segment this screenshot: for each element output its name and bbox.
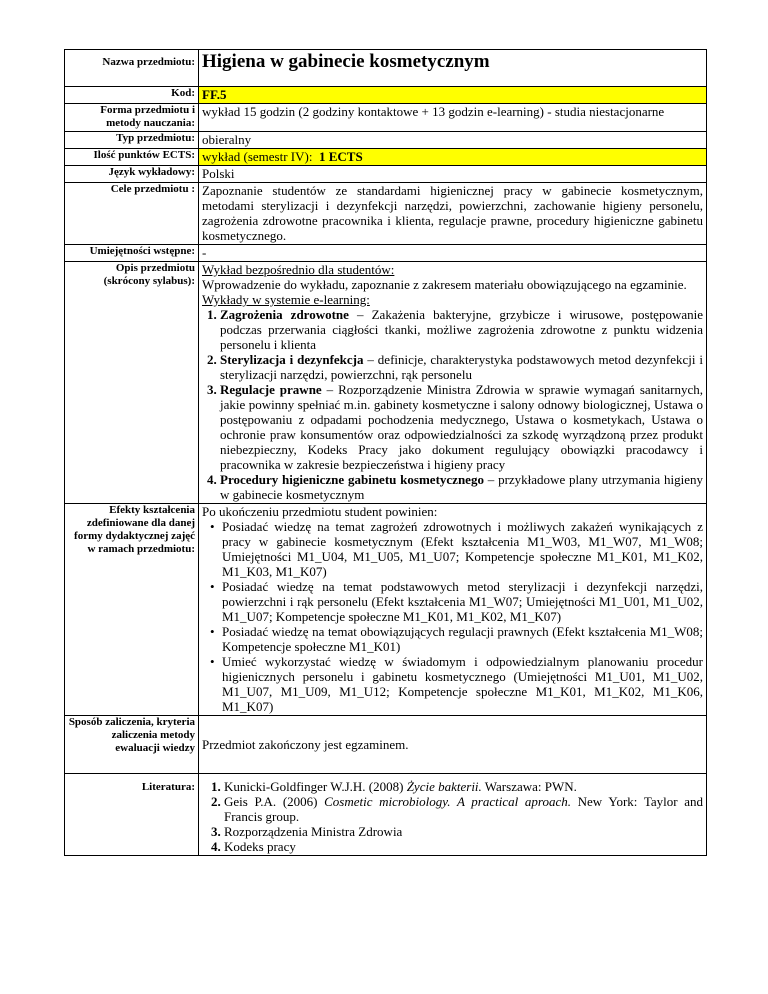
effect-item: • Posiadać wiedzę na temat podstawowych metod sterylizacji i dezynfekcji narzędzi, powierzchni i rąk personelu (Efekt kształcenia M1_W07; Umiejętności M1_U01, M1_U02, M1_U07; Kompetencje społeczne M1_K01, M1_K02, M1_K07) [214,579,703,624]
row-umiejetnosci [65,245,707,262]
literature-item [224,824,703,839]
row-cele [65,183,707,245]
label-forma: Forma przedmiotu i metody nauczania: [65,104,199,132]
topic-text: – definicje, charakterystyka podstawowych metod dezynfekcji i sterylizacji narzędzi, powierzchni, rąk personelu [220,352,703,382]
topic-title: Sterylizacja i dezynfekcja [220,352,364,367]
topic-text: – Rozporządzenie Ministra Zdrowia w sprawie wymagań sanitarnych, jakie powinny spełniać m.in. gabinety kosmetyczne i salony odnowy biologicznej, Ustawa o postępowaniu z odpadami pochodzenia medycznego, Ustawa o kosmetykach, Ustawa o ochronie praw konsumentów oraz odpowiedzialności za szkodę wyrządzoną przez produkt niebezpieczny, Kodeks Pracy jako dokument regulujący obowiązki pracodawcy i pracownika w zakresie bezpieczeństwa i higieny pracy [220,382,704,472]
row-opis [65,262,707,504]
literature-item [224,794,703,824]
label-typ: Typ przedmiotu: [65,132,199,149]
label-cele: Cele przedmiotu : [65,183,199,245]
course-title [199,50,707,87]
value-jezyk: Polski [199,166,707,183]
value-literatura [199,774,707,856]
row-ects [65,149,707,166]
value-ects-prefix: wykład (semestr IV): [202,149,319,164]
row-typ [65,132,707,149]
label-kod: Kod: [65,87,199,104]
effect-item: • Posiadać wiedzę na temat obowiązujących regulacji prawnych (Efekt kształcenia M1_W08; Kompetencje społeczne M1_K01) [214,624,703,654]
lit-author: Kunicki-Goldfinger W.J.H. (2008) [224,779,407,794]
topic-title: Procedury higieniczne gabinetu kosmetycznego [220,472,484,487]
topic-item [220,307,703,352]
value-cele: Zapoznanie studentów ze standardami higienicznej pracy w gabinecie kosmetycznym, metodami sterylizacji i dezynfekcji narzędzi, powierzchni, zachowanie higieny personelu, zagrożenia zdrowotne pracownika i klienta, regulacje prawne, procedury higieniczne gabinetu kosmetycznego. [199,183,707,245]
lit-publisher: Warszawa: PWN. [481,779,577,794]
value-ects-bold: 1 ECTS [318,149,363,164]
opis-heading-direct: Wykład bezpośrednio dla studentów: [202,262,395,277]
value-typ: obieralny [199,132,707,149]
course-title-text: Higiena w gabinecie kosmetycznym [202,51,490,72]
topic-title: Regulacje prawne [220,382,322,397]
literature-list [202,779,703,854]
literature-item [224,839,703,854]
value-umiejetnosci: - [199,245,707,262]
lit-title: Życie bakterii. [406,779,482,794]
row-kod [65,87,707,104]
row-literatura [65,774,707,856]
literature-item [224,779,703,794]
effect-item: • Umieć wykorzystać wiedzę w świadomym i odpowiedzialnym planowaniu procedur higienicznych personelu i gabinetu kosmetycznego (Umiejętności M1_U01, M1_U02, M1_U07, M1_U09, M1_U12; Kompetencje społeczne M1_K01, M1_K02, M1_K06, M1_K07) [214,654,703,714]
lit-author: Rozporządzenia Ministra Zdrowia [224,824,403,839]
lit-author: Kodeks pracy [224,839,296,854]
effect-item: • Posiadać wiedzę na temat zagrożeń zdrowotnych i możliwych zakażeń wynikających z pracy w gabinecie kosmetycznym (Efekt kształcenia M1_W03, M1_W07, M1_W08; Umiejętności M1_U04, M1_U05, M1_U07; Kompetencje społeczne M1_K01, M1_K02, M1_K03, M1_K07) [214,519,703,579]
topic-text: – przykładowe plany utrzymania higieny w gabinecie kosmetycznym [220,472,703,502]
value-kod: FF.5 [199,87,707,104]
lit-author: Geis P.A. (2006) [224,794,325,809]
label-literatura: Literatura: [65,774,199,856]
opis-intro: Wprowadzenie do wykładu, zapoznanie z zakresem materiału obowiązującego na egzaminie. [202,277,687,292]
topic-item [220,472,703,502]
efekty-intro: Po ukończeniu przedmiotu student powinien: [202,504,438,519]
effects-list [202,519,703,714]
row-forma [65,104,707,132]
topics-list [202,307,703,502]
lit-title: Cosmetic microbiology. A practical aproach. [324,794,571,809]
label-nazwa: Nazwa przedmiotu: [65,50,199,87]
label-zaliczenie: Sposób zaliczenia, kryteria zaliczenia metody ewaluacji wiedzy [65,716,199,774]
label-efekty: Efekty kształcenia zdefiniowane dla danej formy dydaktycznej zajęć w ramach przedmiotu: [65,504,199,716]
lit-publisher: New York: Taylor and Francis group. [224,794,703,824]
label-umiejetnosci: Umiejętności wstępne: [65,245,199,262]
syllabus-table [64,49,707,856]
topic-text: – Zakażenia bakteryjne, grzybicze i wirusowe, postępowanie podczas przerwania ciągłości tkanki, możliwe zagrożenia zdrowotne z punktu widzenia personelu i klienta [220,307,703,352]
row-efekty [65,504,707,716]
opis-heading-elearning: Wykłady w systemie e-learning: [202,292,370,307]
row-jezyk [65,166,707,183]
topic-item [220,352,703,382]
row-zaliczenie [65,716,707,774]
value-opis [199,262,707,504]
label-opis: Opis przedmiotu (skrócony sylabus): [65,262,199,504]
row-nazwa [65,50,707,87]
value-ects [199,149,707,166]
label-ects: Ilość punktów ECTS: [65,149,199,166]
topic-title: Zagrożenia zdrowotne [220,307,349,322]
value-efekty [199,504,707,716]
value-forma: wykład 15 godzin (2 godziny kontaktowe + 13 godzin e-learning) - studia niestacjonarne [199,104,707,132]
label-jezyk: Język wykładowy: [65,166,199,183]
topic-item [220,382,703,472]
value-zaliczenie: Przedmiot zakończony jest egzaminem. [199,716,707,774]
